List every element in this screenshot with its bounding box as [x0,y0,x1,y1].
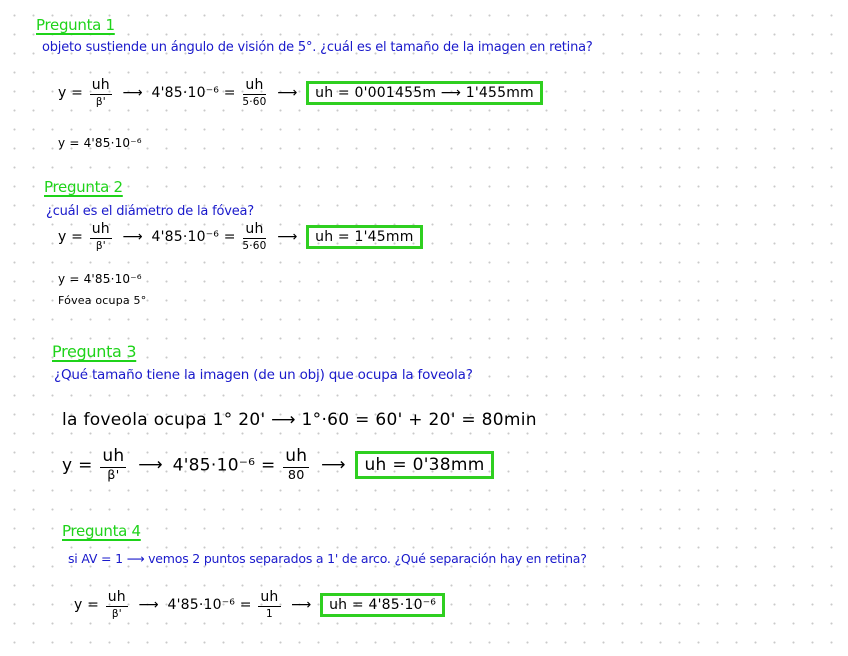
q2-value: 4'85·10⁻⁶ = [151,228,236,245]
q3-result-box: uh = 0'38mm [355,451,493,479]
q2-question: ¿cuál es el diámetro de la fóvea? [46,204,254,219]
q4-title: Pregunta 4 [62,522,141,540]
q3-fraction-2: $\frac{uh}{80}$ [285,446,308,483]
q4-value: 4'85·10⁻⁶ = [167,596,252,613]
q4-eq-lhs: y = [74,596,100,613]
q3-question: ¿Qué tamaño tiene la imagen (de un obj) que ocupa la foveola? [54,367,473,383]
q1-equation [58,78,543,108]
q1-eq-lhs: y = [58,84,84,101]
q1-arrow-1: ⟶ [122,84,143,101]
q1-value: 4'85·10⁻⁶ = [151,84,236,101]
q2-title: Pregunta 2 [44,178,123,196]
q1-result-box: uh = 0'001455m ⟶ 1'455mm [306,81,543,105]
q4-fraction-1: $\frac{uh}{\beta'}$ [107,589,126,620]
q2-arrow-1: ⟶ [122,228,143,245]
q1-arrow-2: ⟶ [277,84,298,101]
q4-arrow-1: ⟶ [138,596,159,613]
q4-equation [74,590,445,620]
q2-equation [58,222,423,252]
q3-fraction-1: $\frac{uh}{\beta'}$ [102,446,125,483]
q4-fraction-2: $\frac{uh}{1}$ [260,589,279,620]
q1-fraction-1: $\frac{uh}{\beta'}$ [91,77,110,108]
q3-arrow-2: ⟶ [321,455,346,476]
q3-eq-lhs: y = [62,455,93,476]
q2-fraction-2: $\frac{uh}{5\cdot 60}$ [242,221,267,252]
q2-line-3: Fóvea ocupa 5° [58,294,147,307]
q3-arrow-1: ⟶ [138,455,163,476]
q1-fraction-2: $\frac{uh}{5\cdot 60}$ [242,77,267,108]
q4-arrow-2: ⟶ [291,596,312,613]
q3-title: Pregunta 3 [52,342,137,361]
q1-line-2: y = 4'85·10⁻⁶ [58,136,142,150]
q2-line-2: y = 4'85·10⁻⁶ [58,272,142,286]
q2-eq-lhs: y = [58,228,84,245]
q3-equation [62,448,494,483]
q2-fraction-1: $\frac{uh}{\beta'}$ [91,221,110,252]
q1-title: Pregunta 1 [36,16,115,34]
q2-arrow-2: ⟶ [277,228,298,245]
q4-question: si AV = 1 ⟶ vemos 2 puntos separados a 1' de arco. ¿Qué separación hay en retina? [68,551,587,566]
q3-line-1: la foveola ocupa 1° 20' ⟶ 1°·60 = 60' + 20' = 80min [62,410,537,430]
q1-question: objeto sustiende un ángulo de visión de 5°. ¿cuál es el tamaño de la imagen en retina? [42,40,593,55]
q3-value: 4'85·10⁻⁶ = [172,455,276,476]
q2-result-box: uh = 1'45mm [306,225,422,249]
q4-result-box: uh = 4'85·10⁻⁶ [320,593,445,617]
